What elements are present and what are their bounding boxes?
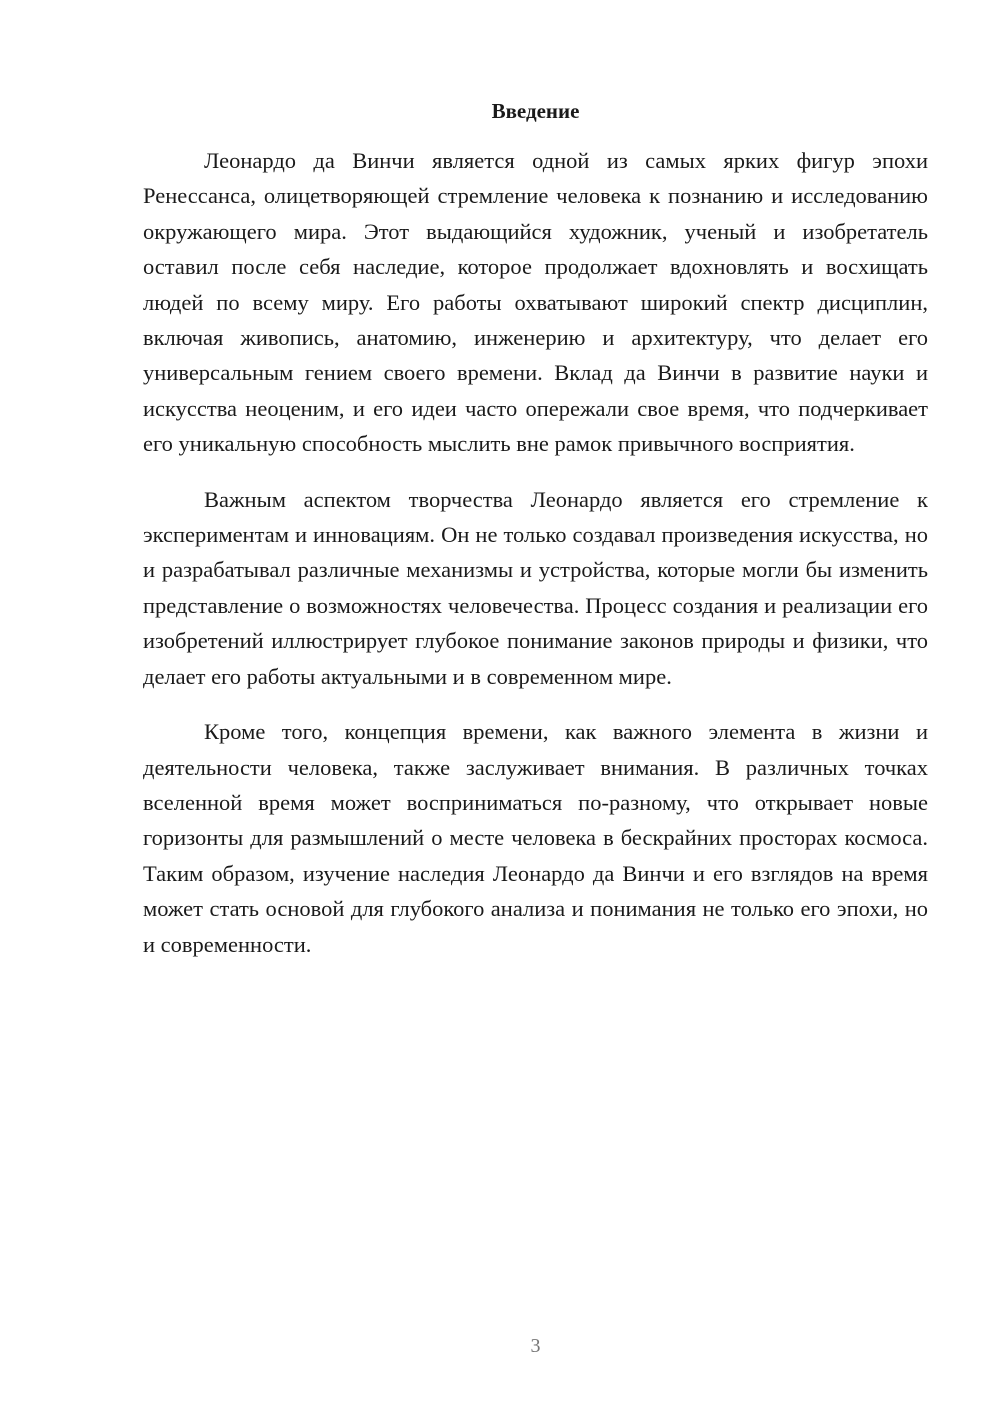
paragraph-3: Кроме того, концепция времени, как важного элемента в жизни и деятельности человека, также заслуживает внимания. В различных точках вселенной время может восприниматься по-разному, что открывает новые горизонты для размышлений о месте человека в бескрайних просторах космоса. Таким образом, изучение наследия Леонардо да Винчи и его взглядов на время может стать основой для глубокого анализа и понимания не только его эпохи, но и современности.: [143, 719, 928, 957]
section-title: Введение: [491, 99, 580, 123]
page-number: 3: [530, 1335, 541, 1357]
document-body: [143, 143, 928, 982]
paragraph-1: Леонардо да Винчи является одной из самых ярких фигур эпохи Ренессанса, олицетворяющей стремление человека к познанию и исследованию окружающего мира. Этот выдающийся художник, ученый и изобретатель оставил после себя наследие, которое продолжает вдохновлять и восхищать людей по всему миру. Его работы охватывают широкий спектр дисциплин, включая живопись, анатомию, инженерию и архитектуру, что делает его универсальным гением своего времени. Вклад да Винчи в развитие науки и искусства неоценим, и его идеи часто опережали свое время, что подчеркивает его уникальную способность мыслить вне рамок привычного восприятия.: [143, 148, 928, 457]
paragraph-2: Важным аспектом творчества Леонардо является его стремление к экспериментам и инновациям. Он не только создавал произведения искусства, но и разрабатывал различные механизмы и устройства, которые могли бы изменить представление о возможностях человечества. Процесс создания и реализации его изобретений иллюстрирует глубокое понимание законов природы и физики, что делает его работы актуальными и в современном мире.: [143, 486, 928, 689]
